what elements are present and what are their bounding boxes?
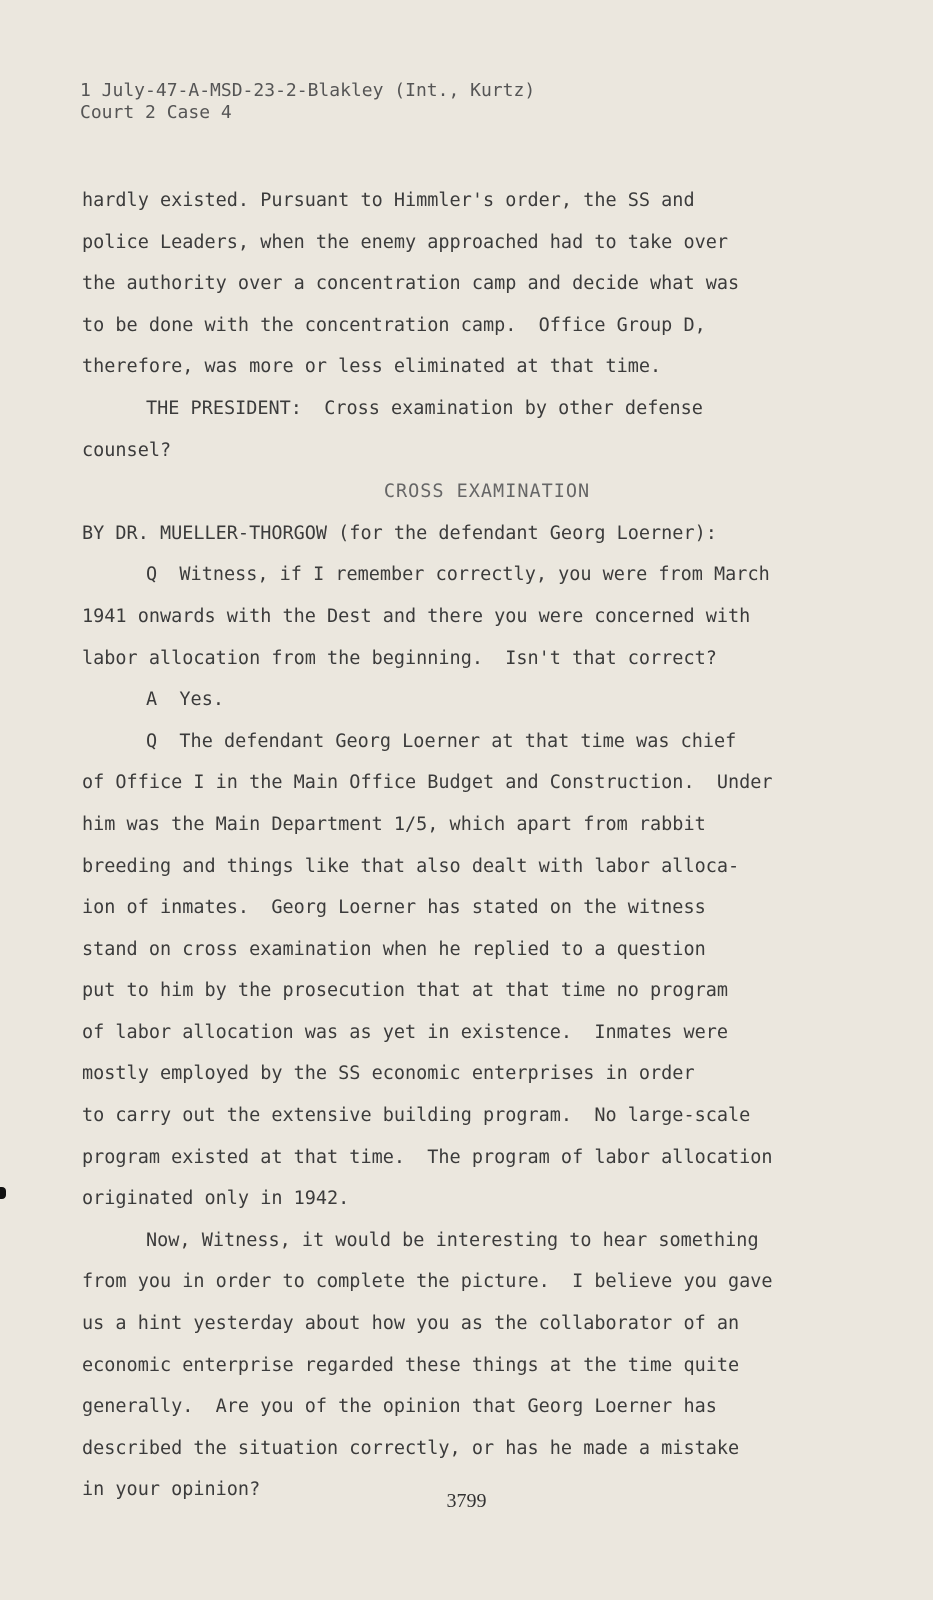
examiner-line: BY DR. MUELLER-THORGOW (for the defendant Georg Loerner):	[82, 522, 717, 544]
transcript-line: from you in order to complete the picture. I believe you gave	[82, 1271, 773, 1293]
transcript-line: of labor allocation was as yet in existence. Inmates were	[82, 1021, 729, 1043]
transcript-line: him was the Main Department 1/5, which apart from rabbit	[82, 813, 706, 835]
transcript-line: to carry out the extensive building program. No large-scale	[82, 1105, 751, 1127]
header-reference-line: 1 July-47-A-MSD-23-2-Blakley (Int., Kurtz)	[80, 80, 536, 101]
transcript-line: economic enterprise regarded these things at the time quite	[82, 1354, 740, 1376]
transcript-line: hardly existed. Pursuant to Himmler's order, the SS and	[82, 190, 695, 211]
transcript-line: therefore, was more or less eliminated at that time.	[82, 356, 662, 378]
transcript-body	[82, 180, 852, 1511]
transcript-line: ion of inmates. Georg Loerner has stated on the witness	[82, 897, 706, 919]
transcript-line: mostly employed by the SS economic enterprises in order	[82, 1063, 695, 1085]
answer-line: A Yes.	[146, 689, 224, 711]
transcript-line: program existed at that time. The program of labor allocation	[82, 1146, 773, 1168]
transcript-line: 1941 onwards with the Dest and there you were concerned with	[82, 605, 751, 627]
transcript-line: stand on cross examination when he replied to a question	[82, 938, 706, 960]
document-header	[80, 80, 535, 124]
page-number: 3799	[446, 1490, 487, 1512]
transcript-line: us a hint yesterday about how you as the collaborator of an	[82, 1313, 740, 1335]
transcript-line: of Office I in the Main Office Budget and Construction. Under	[82, 772, 773, 794]
section-heading: CROSS EXAMINATION	[383, 481, 591, 503]
question-line: Q Witness, if I remember correctly, you were from March	[146, 564, 770, 586]
transcript-line: put to him by the prosecution that at that time no program	[82, 980, 729, 1002]
transcript-line: police Leaders, when the enemy approached had to take over	[82, 231, 729, 253]
header-court-line: Court 2 Case 4	[80, 102, 232, 123]
transcript-line: labor allocation from the beginning. Isn't that correct?	[82, 647, 717, 669]
speaker-line: THE PRESIDENT: Cross examination by other defense	[146, 397, 703, 419]
transcript-line: the authority over a concentration camp and decide what was	[82, 273, 740, 295]
transcript-line: in your opinion?	[82, 1479, 261, 1501]
transcript-line: Now, Witness, it would be interesting to hear something	[146, 1229, 759, 1251]
transcript-line: originated only in 1942.	[82, 1188, 350, 1210]
margin-mark	[0, 1187, 6, 1199]
transcript-line: described the situation correctly, or has he made a mistake	[82, 1437, 740, 1459]
transcript-line: to be done with the concentration camp. Office Group D,	[82, 314, 706, 336]
transcript-line: generally. Are you of the opinion that Georg Loerner has	[82, 1396, 717, 1418]
transcript-line: breeding and things like that also dealt with labor alloca-	[82, 855, 740, 877]
question-line: Q The defendant Georg Loerner at that time was chief	[146, 730, 737, 752]
transcript-line: counsel?	[82, 439, 172, 461]
